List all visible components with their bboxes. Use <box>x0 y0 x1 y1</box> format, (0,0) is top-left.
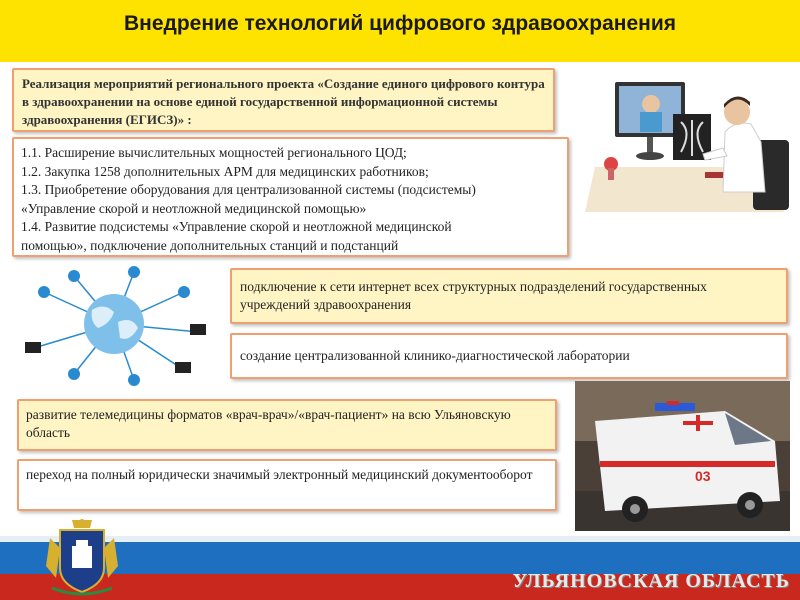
coat-of-arms-image <box>42 518 122 600</box>
lab-box: создание централизованной клинико-диагностической лаборатории <box>230 333 788 379</box>
measures-list <box>12 137 569 257</box>
edoc-box: переход на полный юридически значимый электронный медицинский документооборот <box>17 459 557 511</box>
intro-box: Реализация мероприятий регионального проекта «Создание единого цифрового контура в здравоохранении на основе единой государственной информационной системы здравоохранения (ЕГИСЗ)» : <box>12 68 555 132</box>
ambulance-number: 03 <box>695 468 711 484</box>
ambulance-image <box>575 381 790 531</box>
internet-box: подключение к сети интернет всех структурных подразделений государственных учреждений здравоохранения <box>230 268 788 324</box>
list-item: 1.1. Расширение вычислительных мощностей регионального ЦОД; <box>21 145 407 160</box>
telemedicine-doctor-image <box>585 72 795 217</box>
page-title: Внедрение технологий цифрового здравоохранения <box>124 12 676 35</box>
telemedicine-box: развитие телемедицины форматов «врач-врач»/«врач-пациент» на всю Ульяновскую область <box>17 399 557 451</box>
list-item: 1.2. Закупка 1258 дополнительных АРМ для медицинских работников; <box>21 163 429 179</box>
list-item: «Управление скорой и неотложной медицинской помощью» <box>21 200 367 216</box>
region-name: УЛЬЯНОВСКАЯ ОБЛАСТЬ <box>512 570 790 592</box>
list-item: помощью», подключение дополнительных станций и подстанций <box>21 237 399 253</box>
network-globe-image <box>14 262 214 392</box>
list-item: 1.4. Развитие подсистемы «Управление скорой и неотложной медицинской <box>21 219 452 234</box>
list-item: 1.3. Приобретение оборудования для централизованной системы (подсистемы) <box>21 182 476 197</box>
